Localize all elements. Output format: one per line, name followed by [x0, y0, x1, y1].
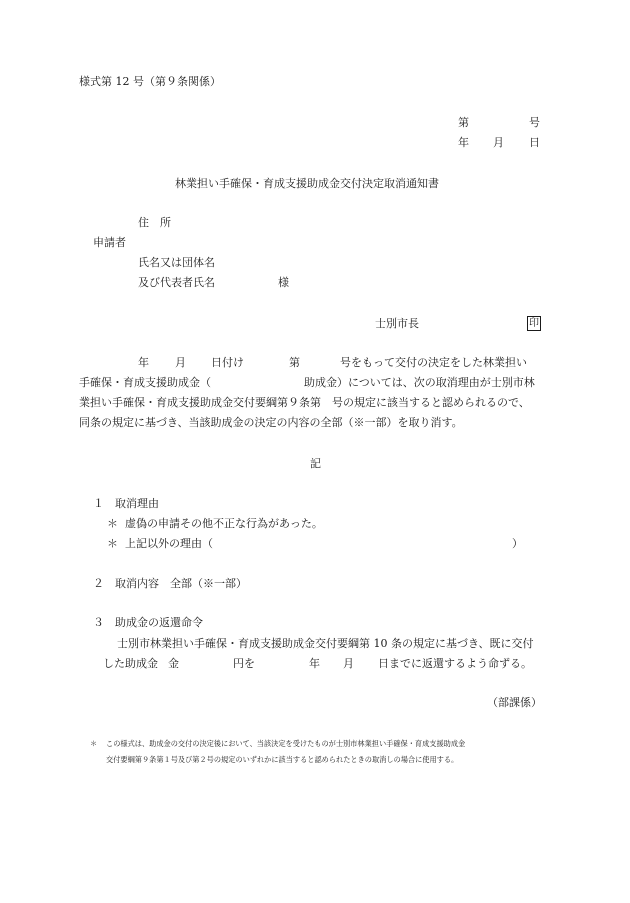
section1-bullet-1: ＊ [107, 517, 118, 530]
section3-month: 月 [343, 657, 354, 670]
section1-item-2-close: ） [512, 537, 523, 550]
section2-text: ２ 取消内容 全部（※一部） [93, 577, 247, 590]
section3-deadline: 日までに返還するよう命ずる。 [378, 657, 532, 670]
section1-heading: １ 取消理由 [93, 497, 159, 510]
footnote-line-2: 交付要綱第９条第１号及び第２号の規定のいずれかに該当すると認められたときの取消しの場合に使用する。 [106, 755, 459, 764]
body-line-3: 業担い手確保・育成支援助成金交付要綱第９条第 号の規定に該当すると認められるので、 [79, 396, 530, 409]
ki-heading: 記 [310, 457, 321, 470]
document-title: 林業担い手確保・育成支援助成金交付決定取消通知書 [175, 177, 439, 190]
body-year: 年 [138, 356, 149, 369]
applicant-role-label: 申請者 [93, 236, 126, 249]
honorific: 様 [278, 276, 289, 289]
section1-item-2: 上記以外の理由（ [125, 537, 213, 550]
date-day: 日 [529, 136, 540, 149]
body-line-1: 号をもって交付の決定をした林業担い [340, 356, 527, 369]
section1-bullet-2: ＊ [107, 537, 118, 550]
date-month: 月 [493, 136, 504, 149]
form-number: 様式第 12 号（第９条関係） [79, 75, 221, 88]
date-year: 年 [458, 136, 469, 149]
body-month: 月 [175, 356, 186, 369]
body-number-prefix: 第 [289, 356, 300, 369]
footnote-mark: ＊ [90, 739, 98, 748]
section1-item-1: 虚偽の申請その他不正な行為があった。 [125, 517, 323, 530]
representative-label: 及び代表者氏名 [138, 276, 215, 289]
section3-heading: ３ 助成金の返還命令 [93, 616, 203, 629]
address-label: 住 所 [138, 216, 171, 229]
issuer-mayor: 士別市長 [375, 317, 419, 330]
section3-line-1: 士別市林業担い手確保・育成支援助成金交付要綱第 10 条の規定に基づき、既に交付 [117, 637, 534, 650]
body-line-2a: 手確保・育成支援助成金（ [79, 376, 211, 389]
section3-yen: 円を [233, 657, 255, 670]
ref-dai: 第 [458, 116, 469, 129]
ref-go: 号 [529, 116, 540, 129]
footnote-line-1: この様式は、助成金の交付の決定後において、当該決定を受けたものが士別市林業担い手確保・育成支援助成金 [106, 739, 466, 748]
department: （部課係） [487, 696, 542, 709]
section3-line-2a: した助成金 [103, 657, 158, 670]
body-line-2b: 助成金）については、次の取消理由が士別市林 [304, 376, 535, 389]
name-label: 氏名又は団体名 [138, 256, 215, 269]
body-line-4: 同条の規定に基づき、当該助成金の決定の内容の全部（※一部）を取り消す。 [79, 416, 463, 429]
section3-amount-label: 金 [168, 657, 179, 670]
seal-mark: 印 [529, 318, 539, 329]
section3-year: 年 [309, 657, 320, 670]
body-date-suffix: 日付け [211, 356, 244, 369]
